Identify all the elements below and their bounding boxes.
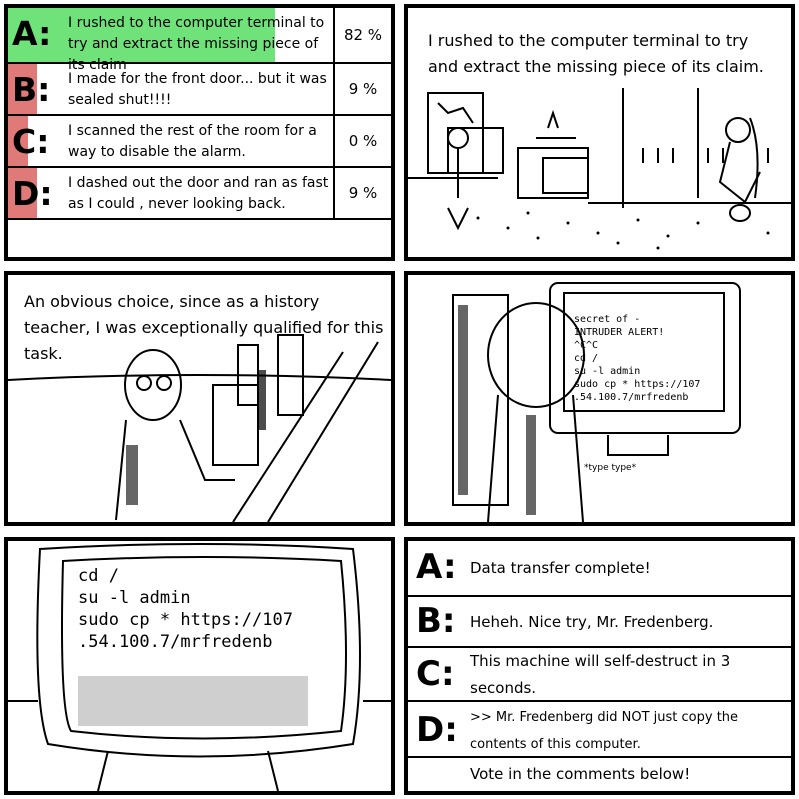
poll-row-c <box>8 116 391 168</box>
closeup-terminal-output <box>78 565 293 653</box>
poll-percent-d: 9 % <box>333 168 391 218</box>
option-letter-b: B: <box>416 601 456 641</box>
terminal-line: ^C^C <box>574 340 599 351</box>
poll-percent-c: 0 % <box>333 116 391 166</box>
option-row-c <box>408 648 791 702</box>
terminal-line: cd / <box>78 566 119 586</box>
poll-row-a <box>8 8 391 73</box>
lab-scene-illustration <box>408 8 791 257</box>
option-letter-d: D: <box>416 710 458 750</box>
terminal-line: secret of - <box>574 314 641 325</box>
monitor-closeup-panel <box>4 537 395 795</box>
panel2-caption: I rushed to the computer terminal to try and extract the missing piece of its claim. <box>428 31 764 76</box>
lab-scene-panel <box>404 4 795 261</box>
poll-letter-a: A: <box>12 14 52 53</box>
vote-prompt: Vote in the comments below! <box>470 765 691 783</box>
panel3-caption: An obvious choice, since as a history teacher, I was exceptionally qualified for this task. <box>24 292 384 363</box>
terminal-line: sudo cp * https://107 <box>574 379 701 390</box>
poll-results-panel <box>4 4 395 261</box>
terminal-line: .54.100.7/mrfredenb <box>78 632 273 652</box>
option-text-d: >> Mr. Fredenberg did NOT just copy the contents of this computer. <box>470 710 739 752</box>
option-text-c: This machine will self-destruct in 3 seconds. <box>470 652 731 697</box>
next-options-panel <box>404 537 795 795</box>
terminal-hacking-panel <box>404 271 795 526</box>
option-row-a <box>408 541 791 597</box>
poll-row-d <box>8 168 391 220</box>
terminal-line: sudo cp * https://107 <box>78 610 293 630</box>
option-row-b <box>408 597 791 648</box>
terminal-line: su -l admin <box>78 588 191 608</box>
poll-percent-b: 9 % <box>333 64 391 114</box>
poll-text-d: I dashed out the door and ran as fast as I could , never looking back. <box>68 175 329 212</box>
option-row-d <box>408 702 791 758</box>
option-text-a: Data transfer complete! <box>470 559 651 577</box>
option-letter-a: A: <box>416 547 457 587</box>
terminal-line: INTRUDER ALERT! <box>574 327 665 338</box>
terminal-line: cd / <box>574 353 599 364</box>
poll-text-a: I rushed to the computer terminal to try and extract the missing piece of its claim <box>68 15 325 73</box>
poll-letter-b: B: <box>12 70 51 109</box>
terminal-output <box>574 313 724 404</box>
option-letter-c: C: <box>416 654 455 694</box>
poll-row-b <box>8 64 391 116</box>
option-text-b: Heheh. Nice try, Mr. Fredenberg. <box>470 613 714 631</box>
poll-percent-a: 82 % <box>333 8 391 62</box>
poll-letter-d: D: <box>12 174 53 213</box>
terminal-line: .54.100.7/mrfredenb <box>574 392 689 403</box>
terminal-line: su -l admin <box>574 366 641 377</box>
teacher-panel <box>4 271 395 526</box>
poll-letter-c: C: <box>12 122 50 161</box>
poll-text-b: I made for the front door... but it was sealed shut!!!! <box>68 71 327 108</box>
typing-sound-effect: *type type* <box>584 463 637 473</box>
teacher-illustration <box>8 275 391 522</box>
poll-text-c: I scanned the rest of the room for a way to disable the alarm. <box>68 123 317 160</box>
